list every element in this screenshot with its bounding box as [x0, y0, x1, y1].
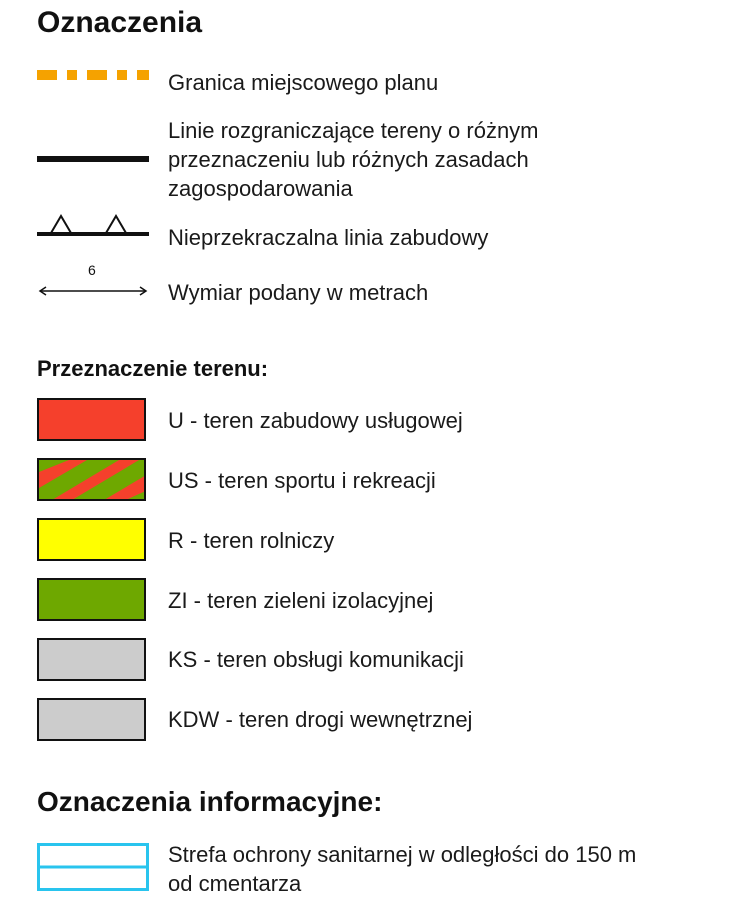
- sanitary-zone-label-line-1: Strefa ochrony sanitarnej w odległości do 150 m: [168, 842, 637, 867]
- legend-title: Oznaczenia: [37, 6, 203, 39]
- building-line-symbol: [37, 212, 149, 238]
- land-use-u-swatch: [37, 398, 146, 441]
- building-line-label: Nieprzekraczalna linia zabudowy: [168, 225, 489, 250]
- land-use-zi-swatch: [37, 578, 146, 621]
- demarcation-line-symbol: [37, 154, 149, 164]
- sanitary-zone-label-line-2: od cmentarza: [168, 871, 302, 896]
- demarcation-label-line-2: przeznaczeniu lub różnych zasadach: [168, 147, 529, 172]
- dimension-value: 6: [88, 262, 96, 278]
- plan-boundary-symbol: [37, 68, 149, 84]
- dimension-arrow-symbol: [37, 284, 149, 298]
- demarcation-label-line-3: zagospodarowania: [168, 176, 353, 201]
- land-use-us-swatch: [37, 458, 146, 501]
- demarcation-line-label: [168, 116, 539, 203]
- land-use-us-label: US - teren sportu i rekreacji: [168, 468, 436, 493]
- informational-title: Oznaczenia informacyjne:: [37, 786, 383, 817]
- land-use-ks-label: KS - teren obsługi komunikacji: [168, 647, 464, 672]
- land-use-title: Przeznaczenie terenu:: [37, 356, 269, 381]
- land-use-r-label: R - teren rolniczy: [168, 528, 335, 553]
- land-use-u-label: U - teren zabudowy usługowej: [168, 408, 463, 433]
- land-use-zi-label: ZI - teren zieleni izolacyjnej: [168, 588, 434, 613]
- dimension-label: Wymiar podany w metrach: [168, 280, 429, 305]
- land-use-r-swatch: [37, 518, 146, 561]
- sanitary-zone-label: [168, 840, 636, 898]
- land-use-kdw-swatch: [37, 698, 146, 741]
- land-use-kdw-label: KDW - teren drogi wewnętrznej: [168, 707, 473, 732]
- land-use-ks-swatch: [37, 638, 146, 681]
- plan-boundary-label: Granica miejscowego planu: [168, 70, 439, 95]
- sanitary-zone-symbol: [37, 843, 149, 891]
- demarcation-label-line-1: Linie rozgraniczające tereny o różnym: [168, 118, 539, 143]
